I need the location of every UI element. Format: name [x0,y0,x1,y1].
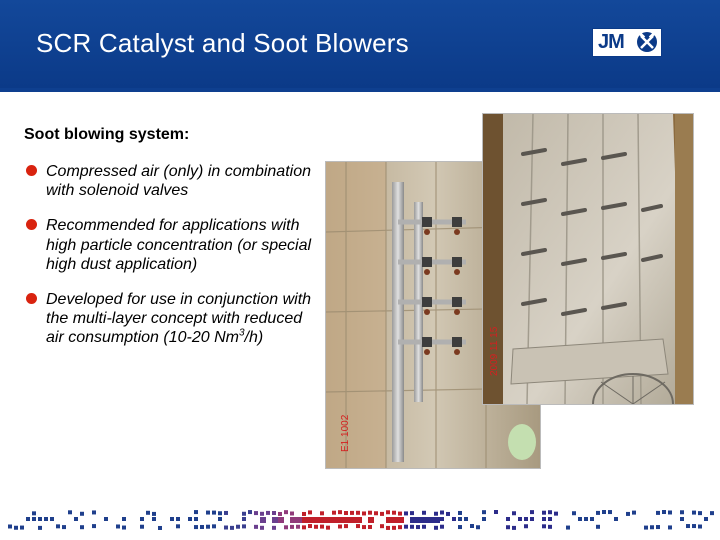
decorative-pixel-band [0,500,720,540]
bullet-text: Compressed air (only) in combination with solenoid valves [46,163,311,200]
logo-text: JM [598,31,624,53]
photo-catalyst-housing [482,113,694,405]
section-heading: Soot blowing system: [24,126,190,143]
photo-right-label: 2009 11 15 [489,326,500,376]
photo-left-label: E1 1002 [340,414,351,452]
jm-logo [592,28,662,57]
bullet-dot-icon [26,165,37,176]
bullet-item [24,162,324,200]
bullet-item [24,290,324,348]
housing-illustration [483,114,693,404]
superscript: 3 [238,327,245,339]
bullet-list [24,162,324,364]
bullet-dot-icon [26,219,37,230]
slide-title: SCR Catalyst and Soot Blowers [36,28,409,58]
bullet-text: Developed for use in conjunction with the multi-layer concept with reduced air consumption (10-20 Nm [46,290,312,347]
header-bar [0,0,720,92]
crossed-hammers-icon [636,31,658,53]
bullet-dot-icon [26,293,37,304]
bullet-item [24,216,324,274]
bullet-text: Recommended for applications with high particle concentration (or special high dust application) [46,217,312,273]
bullet-text-tail: /h) [244,329,264,347]
